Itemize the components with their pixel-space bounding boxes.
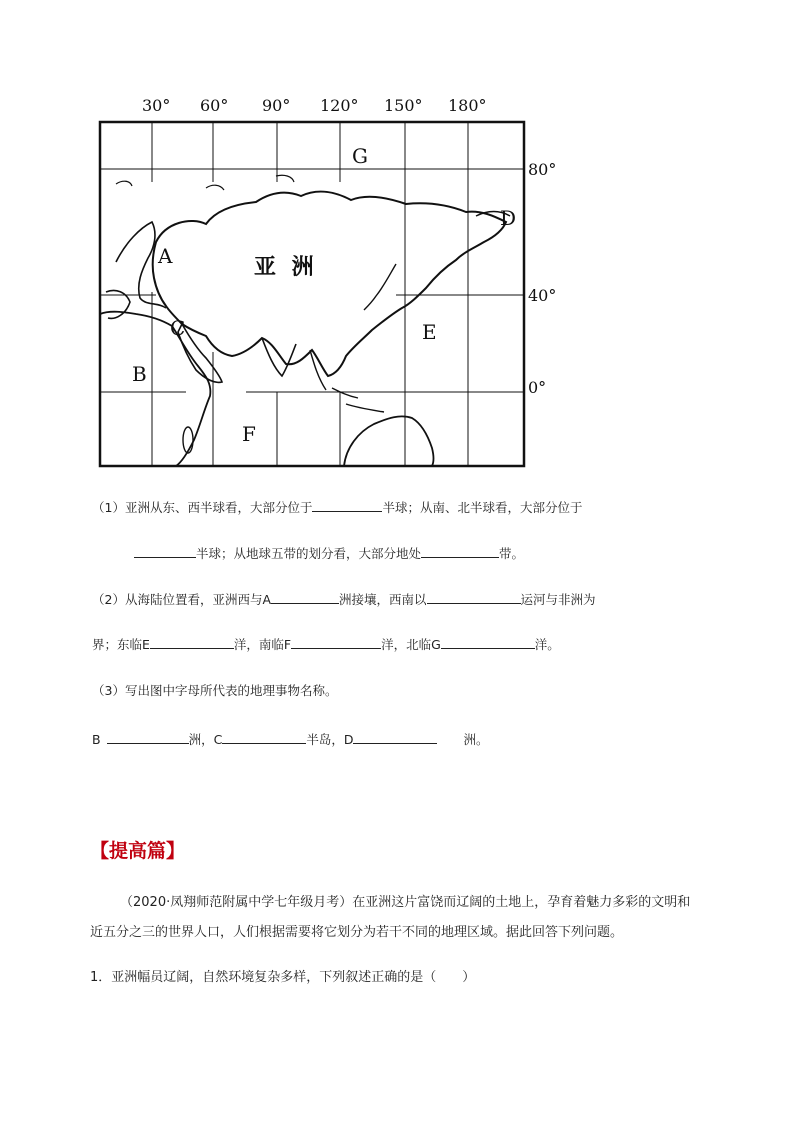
- eurasia-outline: [153, 192, 506, 376]
- q1-line2-text-b: 带。: [499, 546, 525, 561]
- q1-blank-north-south[interactable]: [134, 544, 196, 558]
- q2-line1-text-a: （2）从海陆位置看，亚洲西与A: [92, 592, 272, 607]
- asia-map-drawing: [96, 92, 566, 472]
- q2-line2: [92, 635, 560, 653]
- q2-blank-f[interactable]: [291, 635, 381, 649]
- longitude-label-60: 60°: [200, 96, 229, 115]
- longitude-label-180: 180°: [448, 96, 487, 115]
- q3-d-tail: 洲。: [463, 732, 489, 747]
- q2-blank-g[interactable]: [441, 635, 535, 649]
- india-outline: [262, 338, 296, 376]
- q3-blank-b[interactable]: [107, 730, 189, 744]
- q1-line2: [134, 544, 524, 562]
- q2-blank-canal[interactable]: [427, 590, 521, 604]
- q1-line1-text-a: （1）亚洲从东、西半球看，大部分位于: [92, 500, 313, 515]
- q2-line2-text-a: 界；东临E: [92, 637, 150, 652]
- europe-outline: [106, 222, 166, 318]
- australia-outline: [344, 416, 434, 466]
- map-letter-d: D: [500, 206, 517, 230]
- sea-outline: [310, 350, 384, 412]
- q3-blank-d[interactable]: [353, 730, 437, 744]
- q2-blank-a[interactable]: [271, 590, 339, 604]
- q3-answer-line: [92, 730, 488, 748]
- intro-line2: 近五分之三的世界人口，人们根据需要将它划分为若干不同的地理区域。据此回答下列问题。: [90, 925, 624, 940]
- q3-b-tail: 洲，C: [188, 732, 223, 747]
- q2-blank-e[interactable]: [150, 635, 234, 649]
- latitude-label-0: 0°: [528, 378, 547, 397]
- map-letter-f: F: [242, 422, 256, 446]
- q3-c-tail: 半岛，D: [306, 732, 354, 747]
- q1-blank-zone[interactable]: [421, 544, 499, 558]
- map-grid: [100, 122, 524, 466]
- q1-line1: [92, 498, 582, 516]
- q2-line1-text-b: 洲接壤，西南以: [339, 592, 427, 607]
- q1-line1-text-b: 半球；从南、北半球看，大部分位于: [382, 500, 583, 515]
- q3-title: （3）写出图中字母所代表的地理事物名称。: [92, 683, 338, 698]
- longitude-label-120: 120°: [320, 96, 359, 115]
- latitude-label-40: 40°: [528, 286, 557, 305]
- africa-outline: [100, 312, 210, 466]
- longitude-label-150: 150°: [384, 96, 423, 115]
- q2-line1: [92, 590, 596, 608]
- madagascar-outline: [183, 427, 193, 453]
- map-letter-g: G: [352, 144, 368, 168]
- q3-b-label: B: [92, 732, 101, 747]
- q2-line2-text-c: 洋，北临G: [381, 637, 441, 652]
- japan-outline: [364, 264, 396, 310]
- map-letter-a: A: [158, 244, 173, 268]
- map-letter-e: E: [422, 320, 437, 344]
- latitude-label-80: 80°: [528, 160, 557, 179]
- map-letter-c: C: [170, 316, 186, 340]
- section-title: 【提高篇】: [90, 840, 186, 862]
- map-frame: [100, 122, 524, 466]
- arctic-islands: [116, 175, 294, 190]
- q3-blank-c[interactable]: [222, 730, 306, 744]
- asia-label: 亚 洲: [254, 254, 318, 280]
- longitude-label-90: 90°: [262, 96, 291, 115]
- q2-line1-text-c: 运河与非洲为: [520, 592, 596, 607]
- q2-line2-text-b: 洋，南临F: [233, 637, 292, 652]
- question-1-text: 1．亚洲幅员辽阔，自然环境复杂多样，下列叙述正确的是（ ）: [90, 970, 476, 985]
- q1-line2-text-a: 半球；从地球五带的划分看，大部分地处: [196, 546, 422, 561]
- intro-line1: （2020·凤翔师范附属中学七年级月考）在亚洲这片富饶而辽阔的土地上，孕育着魅力多彩的文明和: [120, 895, 691, 910]
- map-letter-b: B: [132, 362, 147, 386]
- longitude-label-30: 30°: [142, 96, 171, 115]
- q2-line2-text-d: 洋。: [534, 637, 560, 652]
- q1-blank-east-west[interactable]: [312, 498, 382, 512]
- asia-map-figure: [96, 92, 566, 472]
